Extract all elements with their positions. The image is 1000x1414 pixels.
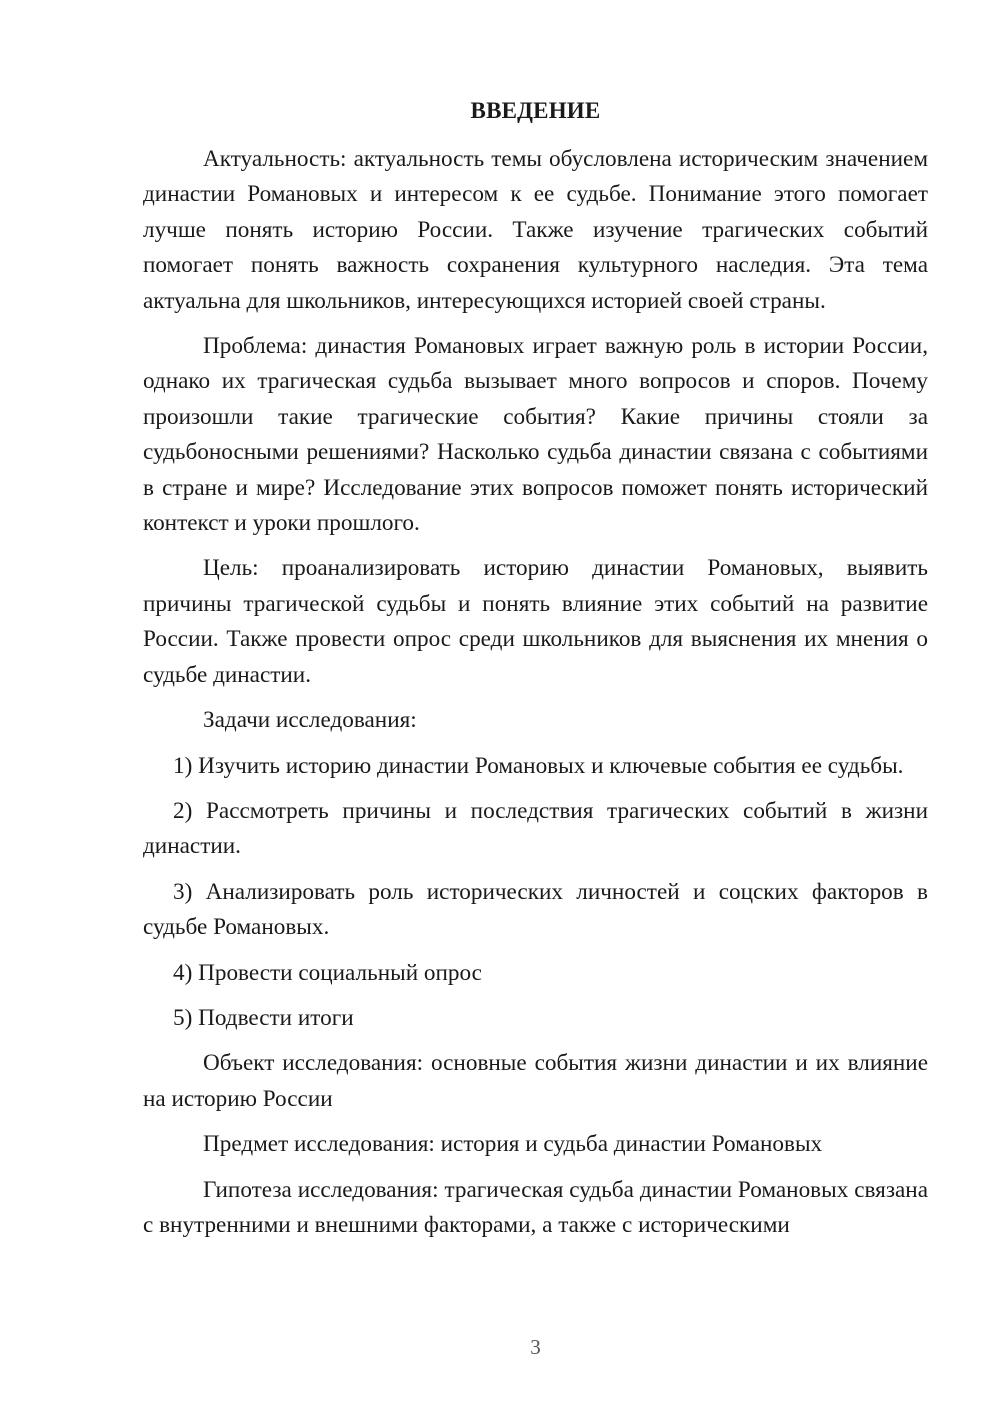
section-title: ВВЕДЕНИЕ — [470, 98, 601, 123]
tasks-heading: Задачи исследования: — [203, 707, 417, 734]
task-item-1: 1) Изучить историю династии Романовых и ключевые события ее судьбы. — [173, 752, 904, 779]
subject-paragraph: Предмет исследования: история и судьба династии Романовых — [203, 1131, 823, 1158]
task-item-2: 2) Рассмотреть причины и последствия трагических событий в жизни династии. — [143, 797, 928, 860]
document-page — [143, 0, 928, 1414]
document-body — [143, 142, 928, 1253]
relevance-paragraph: Актуальность: актуальность темы обусловлена историческим значением династии Романовых и интересом к ее судьбе. Понимание этого помогает лучше понять историю России. Также изучение трагических событий помогает понять важность сохранения культурного наследия. Эта тема актуальна для школьников, интересующихся историей своей страны. — [143, 146, 928, 314]
object-paragraph: Объект исследования: основные события жизни династии и их влияние на историю России — [143, 1050, 928, 1112]
problem-paragraph: Проблема: династия Романовых играет важную роль в истории России, однако их трагическая судьба вызывает много вопросов и споров. Почему произошли такие трагические события? Какие причины стояли за судьбоносными решениями? Насколько судьба династии связана с событиями в стране и мире? Исследование этих вопросов поможет понять исторический контекст и уроки прошлого. — [143, 333, 928, 537]
page-number: 3 — [530, 1335, 541, 1359]
task-item-3: 3) Анализировать роль исторических личностей и соцских факторов в судьбе Романовых. — [143, 878, 928, 941]
task-item-5: 5) Подвести итоги — [173, 1004, 354, 1031]
task-item-4: 4) Провести социальный опрос — [173, 959, 482, 986]
goal-paragraph: Цель: проанализировать историю династии Романовых, выявить причины трагической судьбы и понять влияние этих событий на развитие России. Также провести опрос среди школьников для выяснения их мнения о судьбе династии. — [143, 555, 928, 688]
hypothesis-paragraph: Гипотеза исследования: трагическая судьба династии Романовых связана с внутренними и внешними факторами, а также с историческими — [143, 1176, 928, 1238]
